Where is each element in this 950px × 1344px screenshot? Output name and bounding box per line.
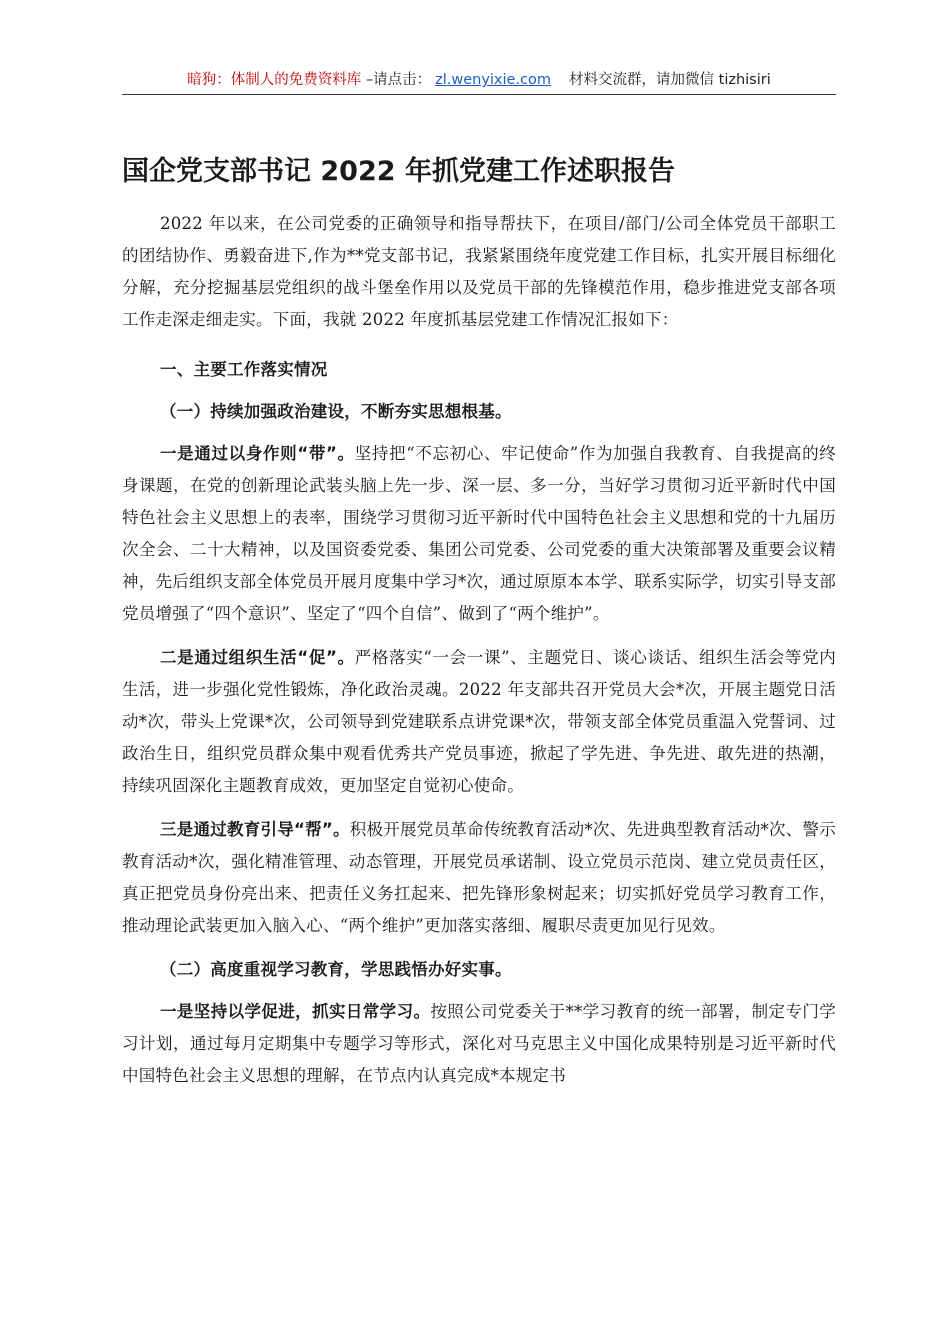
paragraph-text: 严格落实“一会一课”、主题党日、谈心谈话、组织生活会等党内生活，进一步强化党性锻炼，净化政治灵魂。2022 年支部共召开党员大会*次，开展主题党日活动*次，带头上党课*次，公司领导到党建联系点讲党课*次，带领支部全体党员重温入党誓词、过政治生日，组织党员群众集中观看优秀共产党员事迹，掀起了学先进、争先进、敢先进的热潮，持续巩固深化主题教育成效，更加坚定自觉初心使命。 bbox=[122, 648, 836, 795]
body-paragraph bbox=[122, 642, 836, 802]
intro-paragraph: 2022 年以来，在公司党委的正确领导和指导帮扶下，在项目/部门/公司全体党员干部职工的团结协作、勇毅奋进下,作为**党支部书记，我紧紧围绕年度党建工作目标，扎实开展目标细化分解，充分挖掘基层党组织的战斗堡垒作用以及党员干部的先锋模范作用，稳步推进党支部各项工作走深走细走实。下面，我就 2022 年度抓基层党建工作情况汇报如下： bbox=[122, 214, 836, 329]
body-paragraph bbox=[122, 438, 836, 630]
body-paragraph bbox=[122, 996, 836, 1092]
document-title: 国企党支部书记 2022 年抓党建工作述职报告 bbox=[122, 156, 675, 187]
document-body bbox=[122, 208, 836, 1104]
paragraph-lead: 二是通过组织生活“促”。 bbox=[160, 648, 355, 667]
paragraph-lead: 一是通过以身作则“带”。 bbox=[160, 444, 355, 463]
paragraph-text: 坚持把“不忘初心、牢记使命”作为加强自我教育、自我提高的终身课题，在党的创新理论武装头脑上先一步、深一层、多一分，当好学习贯彻习近平新时代中国特色社会主义思想上的表率，围绕学习贯彻习近平新时代中国特色社会主义思想和党的十九届历次全会、二十大精神，以及国资委党委、集团公司党委、公司党委的重大决策部署及重要会议精神，先后组织支部全体党员开展月度集中学习*次，通过原原本本学、联系实际学，切实引导支部党员增强了“四个意识”、坚定了“四个自信”、做到了“两个维护”。 bbox=[122, 444, 836, 623]
subsection-heading: （二）高度重视学习教育，学思践悟办好实事。 bbox=[160, 960, 512, 979]
paragraph-lead: 三是通过教育引导“帮”。 bbox=[160, 820, 350, 839]
header-contact: 材料交流群，请加微信 tizhisiri bbox=[569, 72, 771, 88]
header-brand: 暗狗：体制人的免费资料库 bbox=[187, 72, 362, 88]
paragraph-lead: 一是坚持以学促进，抓实日常学习。 bbox=[160, 1002, 431, 1021]
header-separator: –请点击： bbox=[361, 72, 432, 88]
section-heading: 一、主要工作落实情况 bbox=[160, 360, 328, 379]
header-link[interactable]: zl.wenyixie.com bbox=[435, 72, 552, 88]
paragraph-text: 按照公司党委关于**学习教育的统一部署，制定专门学习计划，通过每月定期集中专题学习等形式，深化对马克思主义中国化成果特别是习近平新时代中国特色社会主义思想的理解，在节点内认真完成*本规定书 bbox=[122, 1002, 837, 1085]
subsection-heading: （一）持续加强政治建设，不断夯实思想根基。 bbox=[160, 402, 512, 421]
body-paragraph bbox=[122, 814, 836, 942]
paragraph-text: 积极开展党员革命传统教育活动*次、先进典型教育活动*次、警示教育活动*次，强化精准管理、动态管理，开展党员承诺制、设立党员示范岗、建立党员责任区，真正把党员身份亮出来、把责任义务扛起来、把先锋形象树起来；切实抓好党员学习教育工作，推动理论武装更加入脑入心、“两个维护”更加落实落细、履职尽责更加见行见效。 bbox=[122, 820, 836, 935]
page-header bbox=[122, 70, 836, 95]
